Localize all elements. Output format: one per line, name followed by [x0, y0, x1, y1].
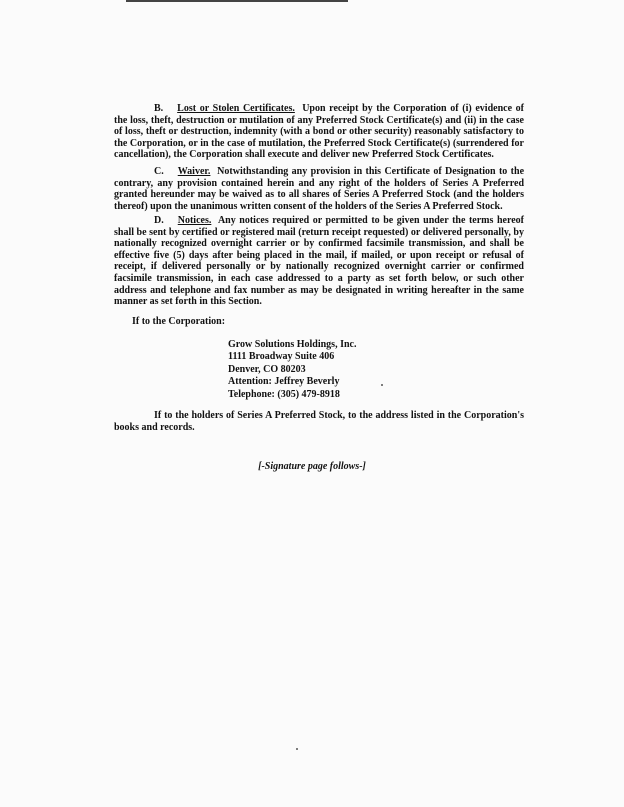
corporation-address-block [228, 339, 356, 401]
address-city: Denver, CO 80203 [228, 363, 306, 375]
signature-page-note: [-Signature page follows-] [258, 461, 366, 472]
paragraph-body: If to the holders of Series A Preferred Stock, to the address listed in the Corporation's books and records. [114, 410, 524, 433]
scan-speck [381, 384, 383, 386]
paragraph-letter: C. [154, 166, 164, 177]
paragraph-notices [114, 215, 524, 308]
paragraph-letter: D. [154, 215, 164, 226]
paragraph-waiver [114, 166, 524, 212]
paragraph-letter: B. [154, 103, 164, 114]
scan-edge-line [126, 0, 348, 2]
address-telephone: Telephone: (305) 479-8918 [228, 388, 340, 400]
paragraph-heading: Lost or Stolen Certificates. [177, 103, 295, 114]
paragraph-body: Upon receipt by the Corporation of (i) evidence of the loss, theft, destruction or mutilation of any Preferred Stock Certificate(s) and (ii) in the case of loss, theft or destruction, indemnity (with a bond or other security) reasonably satisfactory to the Corporation, or in the case of mutilation, the Preferred Stock Certificate(s) (surrendered for cancellation), the Corporation shall execute and deliver new Preferred Stock Certificates. [114, 103, 524, 161]
paragraph-body: Any notices required or permitted to be given under the terms hereof shall be sent by certified or registered mail (return receipt requested) or delivered personally, by nationally recognized overnight carrier or by confirmed facsimile transmission, and shall be effective five (5) days after being placed in the mail, if mailed, or upon receipt or refusal of receipt, if delivered personally or by nationally recognized overnight carrier or confirmed facsimile transmission, in each case addressed to a party as set forth below, or such other address and telephone and fax number as may be designated in writing hereafter in the same manner as set forth in this Section. [114, 215, 524, 308]
paragraph-heading: Notices. [177, 215, 212, 226]
paragraph-holders-address [114, 410, 524, 433]
paragraph-body: Notwithstanding any provision in this Certificate of Designation to the contrary, any provision contained herein and any right of the holders of Series A Preferred granted hereunder may be waived as to all shares of Series A Preferred Stock (and the holders thereof) upon the unanimous written consent of the holders of the Series A Preferred Stock. [114, 166, 525, 212]
address-company-name: Grow Solutions Holdings, Inc. [228, 339, 357, 350]
address-attention: Attention: Jeffrey Beverly [228, 376, 340, 388]
scan-speck [296, 748, 298, 750]
paragraph-lost-or-stolen-certificates [114, 103, 524, 161]
address-street: 1111 Broadway Suite 406 [228, 351, 335, 363]
to-corporation-label: If to the Corporation: [132, 316, 226, 327]
paragraph-heading: Waiver. [177, 166, 211, 177]
